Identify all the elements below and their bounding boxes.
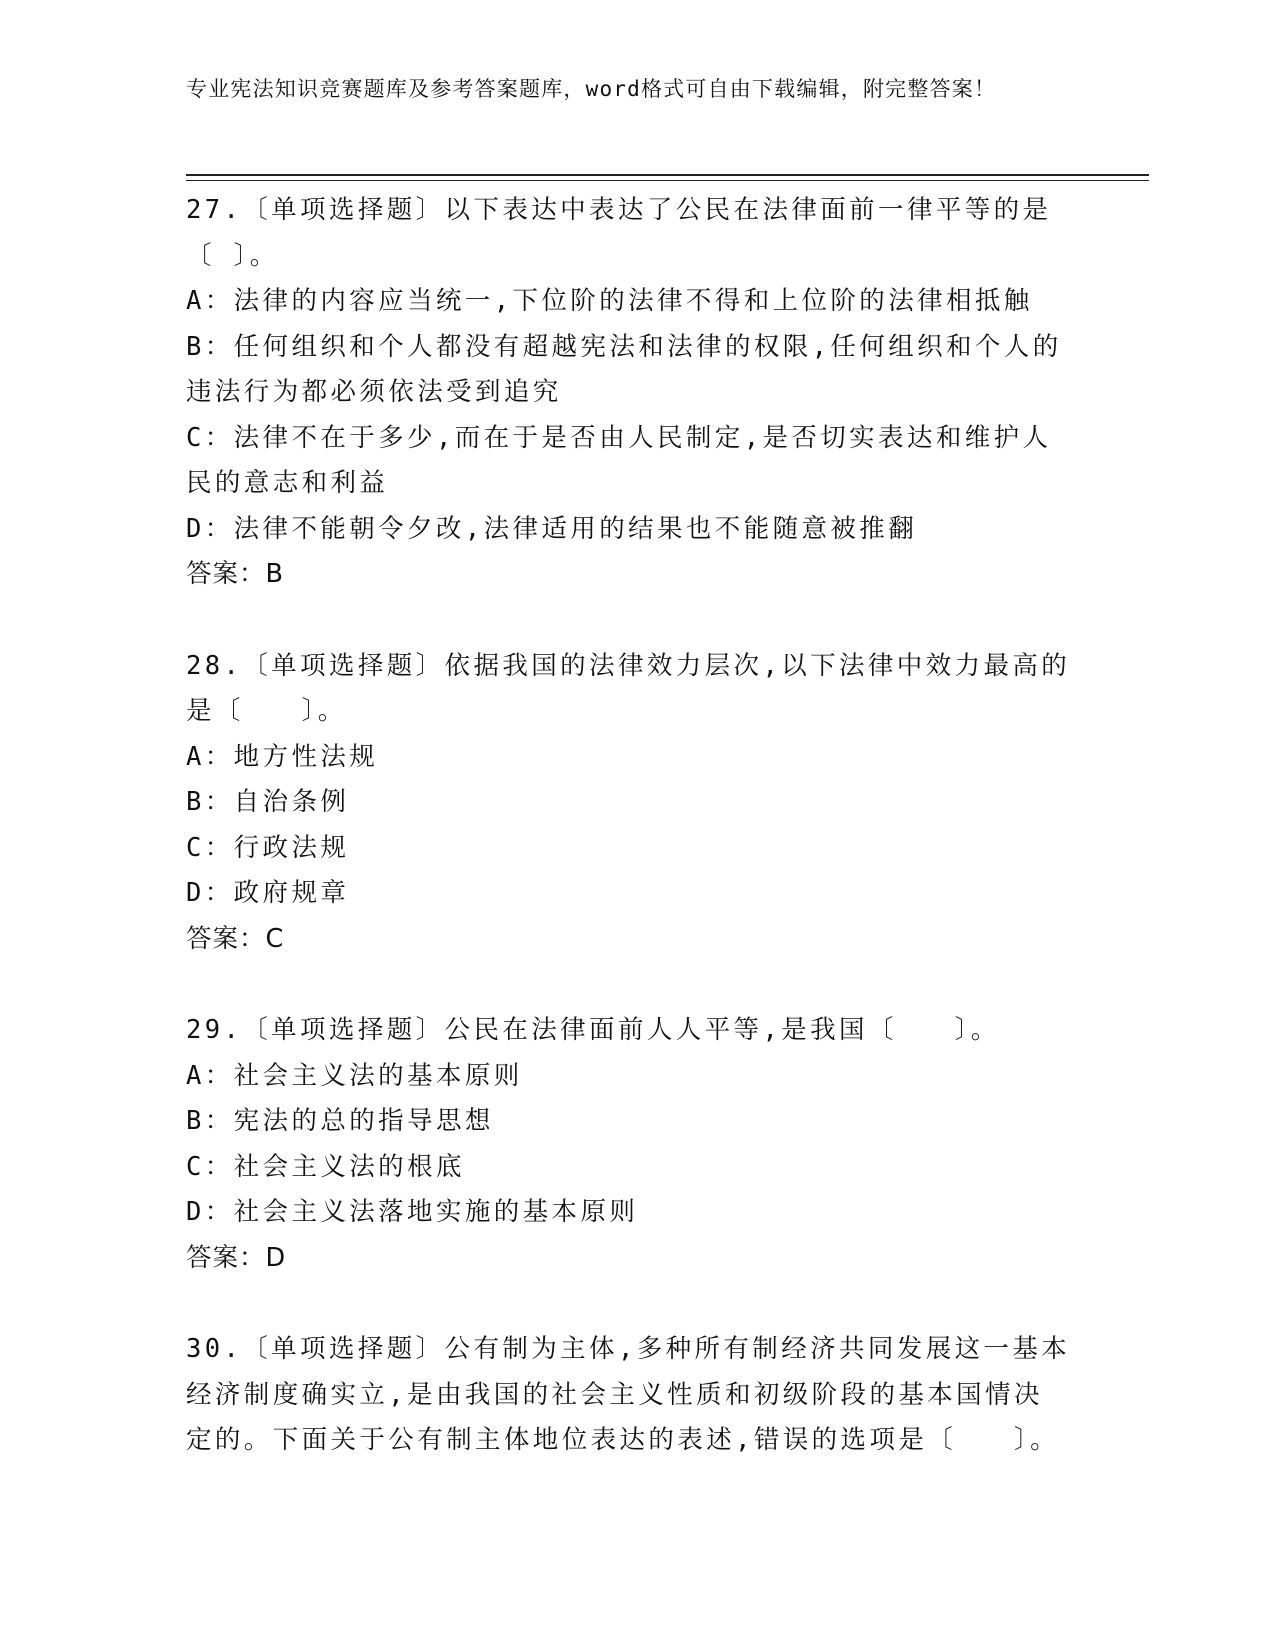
question-stem: 28.〔单项选择题〕依据我国的法律效力层次,以下法律中效力最高的是〔 〕。 — [186, 650, 1071, 726]
option-d: D：社会主义法落地实施的基本原则 — [186, 1197, 639, 1227]
option-d: D：政府规章 — [186, 878, 350, 908]
question-stem: 27.〔单项选择题〕以下表达中表达了公民在法律面前一律平等的是〔 〕。 — [186, 195, 1052, 271]
option-b: B：自治条例 — [186, 787, 350, 817]
question-30 — [186, 1327, 1071, 1464]
question-27 — [186, 188, 1071, 598]
option-b: B：任何组织和个人都没有超越宪法和法律的权限,任何组织和个人的违法行为都必须依法受到追究 — [186, 331, 1062, 407]
question-stem: 30.〔单项选择题〕公有制为主体,多种所有制经济共同发展这一基本经济制度确实立,是由我国的社会主义性质和初级阶段的基本国情决定的。下面关于公有制主体地位表达的表述,错误的选项是〔 〕。 — [186, 1334, 1071, 1455]
option-c: C：行政法规 — [186, 832, 350, 863]
option-a: A：地方性法规 — [186, 741, 379, 772]
header-rule-thin — [186, 180, 1149, 181]
answer-label: 答案：D — [186, 1242, 287, 1273]
option-a: A：社会主义法的基本原则 — [186, 1060, 523, 1091]
header-rule-thick — [186, 174, 1149, 176]
answer-label: 答案：B — [186, 559, 284, 589]
option-c: C：社会主义法的根底 — [186, 1151, 465, 1182]
question-stem: 29.〔单项选择题〕公民在法律面前人人平等,是我国〔 〕。 — [186, 1015, 1000, 1045]
option-a: A：法律的内容应当统一,下位阶的法律不得和上位阶的法律相抵触 — [186, 286, 1033, 316]
option-b: B：宪法的总的指导思想 — [186, 1106, 494, 1136]
document-header: 专业宪法知识竞赛题库及参考答案题库，word格式可自由下载编辑，附完整答案！ — [186, 77, 997, 101]
option-d: D：法律不能朝令夕改,法律适用的结果也不能随意被推翻 — [186, 513, 918, 544]
option-c: C：法律不在于多少,而在于是否由人民制定,是否切实表达和维护人民的意志和利益 — [186, 422, 1052, 498]
question-list — [186, 188, 1071, 1464]
answer-label: 答案：C — [186, 923, 285, 954]
question-28 — [186, 644, 1071, 963]
question-29 — [186, 1008, 1071, 1281]
